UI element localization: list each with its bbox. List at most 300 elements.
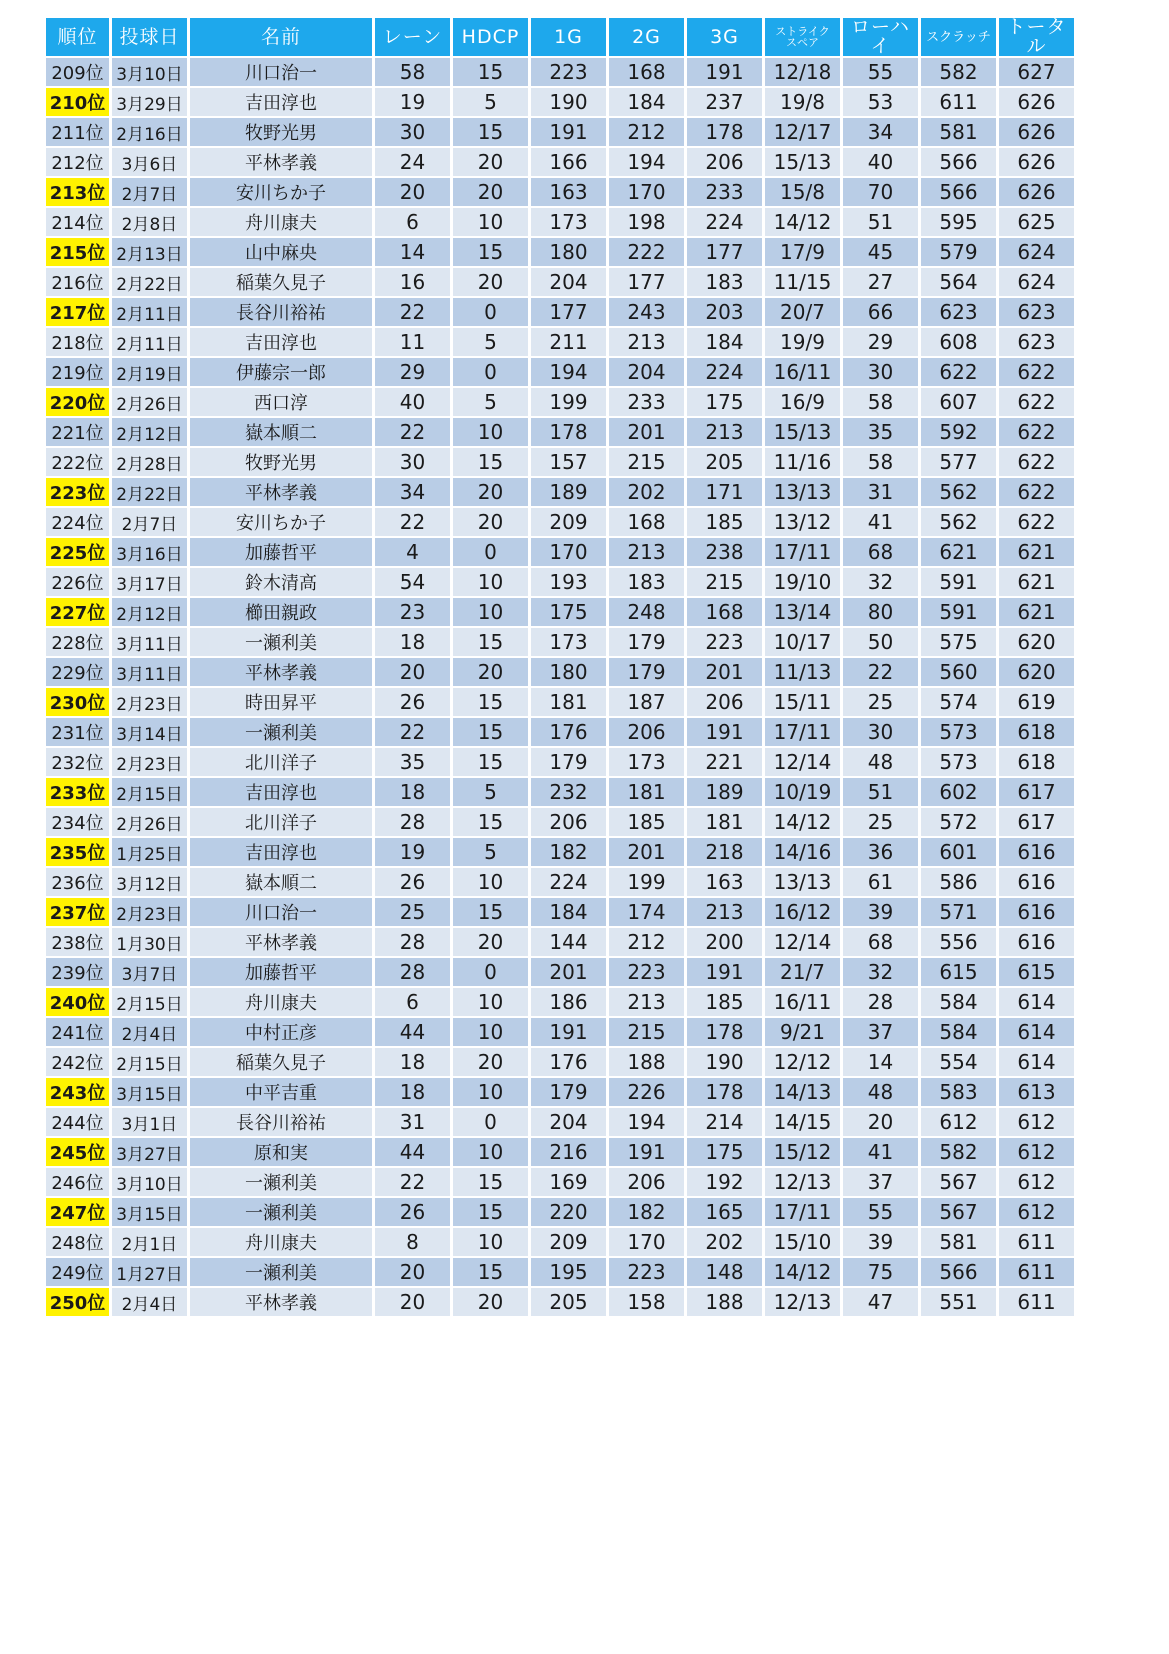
lane-cell: 19 [375, 88, 450, 116]
table-row [46, 1228, 1074, 1256]
hdcp-cell: 10 [453, 598, 528, 626]
lane-cell: 35 [375, 748, 450, 776]
scratch-cell: 554 [921, 1048, 996, 1076]
strike-spare-cell: 11/13 [765, 658, 840, 686]
name-cell: 加藤哲平 [190, 958, 372, 986]
table-row [46, 358, 1074, 386]
total-cell: 617 [999, 808, 1074, 836]
hdcp-cell: 15 [453, 1258, 528, 1286]
date-cell: 3月15日 [112, 1078, 187, 1106]
date-cell: 2月13日 [112, 238, 187, 266]
strike-spare-cell: 12/18 [765, 58, 840, 86]
date-cell: 2月7日 [112, 508, 187, 536]
strike-spare-cell: 12/17 [765, 118, 840, 146]
date-cell: 2月11日 [112, 328, 187, 356]
table-body [46, 58, 1074, 1316]
lane-cell: 24 [375, 148, 450, 176]
date-cell: 2月15日 [112, 988, 187, 1016]
scratch-cell: 567 [921, 1198, 996, 1226]
lowhigh-cell: 45 [843, 238, 918, 266]
date-cell: 2月22日 [112, 478, 187, 506]
total-cell: 621 [999, 538, 1074, 566]
game3-cell: 233 [687, 178, 762, 206]
game2-cell: 174 [609, 898, 684, 926]
strike-spare-cell: 14/12 [765, 808, 840, 836]
hdcp-cell: 5 [453, 88, 528, 116]
game3-cell: 163 [687, 868, 762, 896]
game3-cell: 168 [687, 598, 762, 626]
rank-cell: 241位 [46, 1018, 109, 1046]
total-cell: 615 [999, 958, 1074, 986]
game2-cell: 177 [609, 268, 684, 296]
lowhigh-cell: 51 [843, 778, 918, 806]
table-row [46, 688, 1074, 716]
header-row [46, 18, 1074, 56]
game3-cell: 181 [687, 808, 762, 836]
game2-cell: 168 [609, 58, 684, 86]
game1-cell: 157 [531, 448, 606, 476]
name-cell: 川口治一 [190, 898, 372, 926]
lowhigh-cell: 70 [843, 178, 918, 206]
game2-cell: 212 [609, 928, 684, 956]
date-cell: 3月16日 [112, 538, 187, 566]
total-cell: 611 [999, 1288, 1074, 1316]
game2-cell: 185 [609, 808, 684, 836]
header-strike-spare [765, 18, 840, 56]
strike-spare-cell: 14/16 [765, 838, 840, 866]
table-row [46, 838, 1074, 866]
hdcp-cell: 5 [453, 328, 528, 356]
lane-cell: 54 [375, 568, 450, 596]
name-cell: 舟川康夫 [190, 988, 372, 1016]
game3-cell: 175 [687, 1138, 762, 1166]
hdcp-cell: 0 [453, 958, 528, 986]
game3-cell: 178 [687, 1078, 762, 1106]
name-cell: 一瀬利美 [190, 718, 372, 746]
header-rank: 順位 [46, 18, 109, 56]
lane-cell: 28 [375, 928, 450, 956]
total-cell: 622 [999, 388, 1074, 416]
total-cell: 614 [999, 988, 1074, 1016]
total-cell: 622 [999, 358, 1074, 386]
game3-cell: 178 [687, 118, 762, 146]
game1-cell: 182 [531, 838, 606, 866]
hdcp-cell: 15 [453, 718, 528, 746]
table-row [46, 208, 1074, 236]
hdcp-cell: 10 [453, 988, 528, 1016]
strike-spare-cell: 15/13 [765, 418, 840, 446]
lane-cell: 40 [375, 388, 450, 416]
table-row [46, 958, 1074, 986]
game3-cell: 178 [687, 1018, 762, 1046]
game2-cell: 182 [609, 1198, 684, 1226]
rank-cell: 231位 [46, 718, 109, 746]
lowhigh-cell: 37 [843, 1018, 918, 1046]
name-cell: 一瀬利美 [190, 1258, 372, 1286]
game3-cell: 224 [687, 358, 762, 386]
game1-cell: 175 [531, 598, 606, 626]
lowhigh-cell: 39 [843, 898, 918, 926]
lane-cell: 18 [375, 1078, 450, 1106]
header-name: 名前 [190, 18, 372, 56]
hdcp-cell: 15 [453, 1168, 528, 1196]
game2-cell: 168 [609, 508, 684, 536]
rank-cell: 218位 [46, 328, 109, 356]
game2-cell: 204 [609, 358, 684, 386]
lowhigh-cell: 68 [843, 538, 918, 566]
table-row [46, 178, 1074, 206]
rank-cell: 223位 [46, 478, 109, 506]
table-row [46, 868, 1074, 896]
game1-cell: 173 [531, 208, 606, 236]
game2-cell: 184 [609, 88, 684, 116]
scratch-cell: 573 [921, 748, 996, 776]
lane-cell: 8 [375, 1228, 450, 1256]
game3-cell: 192 [687, 1168, 762, 1196]
strike-spare-cell: 16/12 [765, 898, 840, 926]
scratch-cell: 612 [921, 1108, 996, 1136]
table-row [46, 508, 1074, 536]
name-cell: 稲葉久見子 [190, 268, 372, 296]
total-cell: 616 [999, 838, 1074, 866]
game2-cell: 248 [609, 598, 684, 626]
scratch-cell: 575 [921, 628, 996, 656]
rank-cell: 212位 [46, 148, 109, 176]
game3-cell: 177 [687, 238, 762, 266]
strike-spare-cell: 15/8 [765, 178, 840, 206]
lowhigh-cell: 14 [843, 1048, 918, 1076]
total-cell: 626 [999, 118, 1074, 146]
rank-cell: 232位 [46, 748, 109, 776]
total-cell: 622 [999, 418, 1074, 446]
game2-cell: 215 [609, 448, 684, 476]
game3-cell: 202 [687, 1228, 762, 1256]
game1-cell: 163 [531, 178, 606, 206]
scratch-cell: 608 [921, 328, 996, 356]
scratch-cell: 574 [921, 688, 996, 716]
strike-spare-cell: 13/14 [765, 598, 840, 626]
hdcp-cell: 20 [453, 1048, 528, 1076]
name-cell: 牧野光男 [190, 448, 372, 476]
rank-cell: 242位 [46, 1048, 109, 1076]
header-date: 投球日 [112, 18, 187, 56]
name-cell: 鈴木清高 [190, 568, 372, 596]
game2-cell: 213 [609, 538, 684, 566]
game1-cell: 211 [531, 328, 606, 356]
name-cell: 西口淳 [190, 388, 372, 416]
date-cell: 3月1日 [112, 1108, 187, 1136]
rank-cell: 244位 [46, 1108, 109, 1136]
total-cell: 618 [999, 748, 1074, 776]
strike-spare-cell: 17/11 [765, 1198, 840, 1226]
lowhigh-cell: 61 [843, 868, 918, 896]
strike-spare-cell: 19/8 [765, 88, 840, 116]
name-cell: 櫛田親政 [190, 598, 372, 626]
lowhigh-cell: 80 [843, 598, 918, 626]
lowhigh-cell: 37 [843, 1168, 918, 1196]
game3-cell: 206 [687, 688, 762, 716]
hdcp-cell: 15 [453, 688, 528, 716]
scratch-cell: 623 [921, 298, 996, 326]
lane-cell: 44 [375, 1138, 450, 1166]
strike-spare-cell: 19/10 [765, 568, 840, 596]
lane-cell: 19 [375, 838, 450, 866]
lowhigh-cell: 53 [843, 88, 918, 116]
scratch-cell: 566 [921, 178, 996, 206]
game1-cell: 166 [531, 148, 606, 176]
scratch-cell: 556 [921, 928, 996, 956]
date-cell: 2月7日 [112, 178, 187, 206]
hdcp-cell: 15 [453, 628, 528, 656]
rank-cell: 234位 [46, 808, 109, 836]
name-cell: 嶽本順二 [190, 418, 372, 446]
total-cell: 622 [999, 508, 1074, 536]
strike-spare-cell: 17/9 [765, 238, 840, 266]
total-cell: 618 [999, 718, 1074, 746]
scratch-cell: 582 [921, 58, 996, 86]
total-cell: 624 [999, 238, 1074, 266]
rank-cell: 227位 [46, 598, 109, 626]
table-row [46, 1198, 1074, 1226]
total-cell: 616 [999, 928, 1074, 956]
rank-cell: 224位 [46, 508, 109, 536]
name-cell: 吉田淳也 [190, 328, 372, 356]
hdcp-cell: 20 [453, 928, 528, 956]
rank-cell: 209位 [46, 58, 109, 86]
game2-cell: 187 [609, 688, 684, 716]
lane-cell: 44 [375, 1018, 450, 1046]
strike-spare-cell: 13/13 [765, 478, 840, 506]
lane-cell: 26 [375, 688, 450, 716]
game2-cell: 170 [609, 1228, 684, 1256]
game2-cell: 206 [609, 718, 684, 746]
total-cell: 627 [999, 58, 1074, 86]
lane-cell: 4 [375, 538, 450, 566]
total-cell: 620 [999, 628, 1074, 656]
game3-cell: 191 [687, 718, 762, 746]
lowhigh-cell: 34 [843, 118, 918, 146]
lowhigh-cell: 55 [843, 1198, 918, 1226]
rank-cell: 235位 [46, 838, 109, 866]
rank-cell: 226位 [46, 568, 109, 596]
lowhigh-cell: 48 [843, 1078, 918, 1106]
hdcp-cell: 0 [453, 298, 528, 326]
rank-cell: 225位 [46, 538, 109, 566]
total-cell: 612 [999, 1138, 1074, 1166]
game3-cell: 214 [687, 1108, 762, 1136]
game1-cell: 199 [531, 388, 606, 416]
table-row [46, 1078, 1074, 1106]
game1-cell: 206 [531, 808, 606, 836]
lowhigh-cell: 25 [843, 688, 918, 716]
name-cell: 平林孝義 [190, 478, 372, 506]
lowhigh-cell: 68 [843, 928, 918, 956]
strike-spare-cell: 17/11 [765, 538, 840, 566]
game2-cell: 215 [609, 1018, 684, 1046]
strike-spare-cell: 15/10 [765, 1228, 840, 1256]
strike-spare-cell: 16/9 [765, 388, 840, 416]
table-row [46, 118, 1074, 146]
total-cell: 622 [999, 478, 1074, 506]
game3-cell: 224 [687, 208, 762, 236]
game3-cell: 221 [687, 748, 762, 776]
name-cell: 長谷川裕祐 [190, 1108, 372, 1136]
scratch-cell: 566 [921, 1258, 996, 1286]
date-cell: 2月26日 [112, 388, 187, 416]
rank-cell: 214位 [46, 208, 109, 236]
name-cell: 時田昇平 [190, 688, 372, 716]
date-cell: 2月4日 [112, 1018, 187, 1046]
game1-cell: 193 [531, 568, 606, 596]
table-row [46, 328, 1074, 356]
name-cell: 平林孝義 [190, 148, 372, 176]
rank-cell: 217位 [46, 298, 109, 326]
hdcp-cell: 10 [453, 868, 528, 896]
name-cell: 吉田淳也 [190, 778, 372, 806]
strike-spare-cell: 21/7 [765, 958, 840, 986]
strike-spare-cell: 15/13 [765, 148, 840, 176]
rank-cell: 228位 [46, 628, 109, 656]
game3-cell: 183 [687, 268, 762, 296]
game1-cell: 170 [531, 538, 606, 566]
hdcp-cell: 15 [453, 1198, 528, 1226]
hdcp-cell: 15 [453, 808, 528, 836]
name-cell: 安川ちか子 [190, 508, 372, 536]
name-cell: 吉田淳也 [190, 88, 372, 116]
scratch-cell: 577 [921, 448, 996, 476]
name-cell: 一瀬利美 [190, 628, 372, 656]
game1-cell: 181 [531, 688, 606, 716]
rank-cell: 215位 [46, 238, 109, 266]
game2-cell: 158 [609, 1288, 684, 1316]
game3-cell: 201 [687, 658, 762, 686]
hdcp-cell: 20 [453, 658, 528, 686]
rank-cell: 222位 [46, 448, 109, 476]
date-cell: 1月27日 [112, 1258, 187, 1286]
hdcp-cell: 10 [453, 418, 528, 446]
lane-cell: 22 [375, 1168, 450, 1196]
rank-cell: 237位 [46, 898, 109, 926]
name-cell: 一瀬利美 [190, 1168, 372, 1196]
date-cell: 2月22日 [112, 268, 187, 296]
scratch-cell: 592 [921, 418, 996, 446]
scratch-cell: 581 [921, 118, 996, 146]
scratch-cell: 581 [921, 1228, 996, 1256]
rank-cell: 230位 [46, 688, 109, 716]
table-row [46, 148, 1074, 176]
total-cell: 612 [999, 1198, 1074, 1226]
strike-spare-cell: 12/12 [765, 1048, 840, 1076]
lane-cell: 22 [375, 508, 450, 536]
header-scratch: スクラッチ [921, 18, 996, 56]
lowhigh-cell: 51 [843, 208, 918, 236]
name-cell: 中村正彦 [190, 1018, 372, 1046]
name-cell: 牧野光男 [190, 118, 372, 146]
hdcp-cell: 10 [453, 1138, 528, 1166]
strike-spare-cell: 12/14 [765, 748, 840, 776]
name-cell: 平林孝義 [190, 1288, 372, 1316]
lowhigh-cell: 50 [843, 628, 918, 656]
game1-cell: 169 [531, 1168, 606, 1196]
lane-cell: 31 [375, 1108, 450, 1136]
scratch-cell: 566 [921, 148, 996, 176]
rank-cell: 250位 [46, 1288, 109, 1316]
hdcp-cell: 20 [453, 148, 528, 176]
game1-cell: 223 [531, 58, 606, 86]
hdcp-cell: 15 [453, 118, 528, 146]
game2-cell: 199 [609, 868, 684, 896]
game3-cell: 213 [687, 418, 762, 446]
total-cell: 623 [999, 328, 1074, 356]
date-cell: 3月29日 [112, 88, 187, 116]
hdcp-cell: 5 [453, 778, 528, 806]
header-spare-label: スペア [786, 36, 819, 49]
name-cell: 中平吉重 [190, 1078, 372, 1106]
table-row [46, 1288, 1074, 1316]
rank-cell: 220位 [46, 388, 109, 416]
strike-spare-cell: 16/11 [765, 358, 840, 386]
game2-cell: 183 [609, 568, 684, 596]
table-row [46, 778, 1074, 806]
table-row [46, 298, 1074, 326]
lane-cell: 22 [375, 418, 450, 446]
date-cell: 3月27日 [112, 1138, 187, 1166]
hdcp-cell: 5 [453, 838, 528, 866]
game3-cell: 148 [687, 1258, 762, 1286]
table-row [46, 568, 1074, 596]
table-row [46, 1018, 1074, 1046]
total-cell: 616 [999, 898, 1074, 926]
hdcp-cell: 10 [453, 1228, 528, 1256]
total-cell: 621 [999, 598, 1074, 626]
lane-cell: 58 [375, 58, 450, 86]
date-cell: 1月30日 [112, 928, 187, 956]
strike-spare-cell: 12/14 [765, 928, 840, 956]
game1-cell: 209 [531, 508, 606, 536]
game3-cell: 185 [687, 988, 762, 1016]
lowhigh-cell: 36 [843, 838, 918, 866]
lane-cell: 22 [375, 718, 450, 746]
game1-cell: 189 [531, 478, 606, 506]
lane-cell: 28 [375, 958, 450, 986]
scratch-cell: 579 [921, 238, 996, 266]
lowhigh-cell: 32 [843, 958, 918, 986]
game3-cell: 188 [687, 1288, 762, 1316]
name-cell: 伊藤宗一郎 [190, 358, 372, 386]
header-game1: 1G [531, 18, 606, 56]
game2-cell: 213 [609, 988, 684, 1016]
date-cell: 2月11日 [112, 298, 187, 326]
date-cell: 2月19日 [112, 358, 187, 386]
table-row [46, 88, 1074, 116]
date-cell: 3月17日 [112, 568, 187, 596]
strike-spare-cell: 20/7 [765, 298, 840, 326]
game3-cell: 206 [687, 148, 762, 176]
date-cell: 3月14日 [112, 718, 187, 746]
game1-cell: 180 [531, 238, 606, 266]
date-cell: 2月28日 [112, 448, 187, 476]
hdcp-cell: 15 [453, 448, 528, 476]
rank-cell: 236位 [46, 868, 109, 896]
lowhigh-cell: 75 [843, 1258, 918, 1286]
lowhigh-cell: 47 [843, 1288, 918, 1316]
rank-cell: 213位 [46, 178, 109, 206]
scratch-cell: 602 [921, 778, 996, 806]
game3-cell: 213 [687, 898, 762, 926]
name-cell: 平林孝義 [190, 928, 372, 956]
game2-cell: 194 [609, 1108, 684, 1136]
hdcp-cell: 10 [453, 568, 528, 596]
